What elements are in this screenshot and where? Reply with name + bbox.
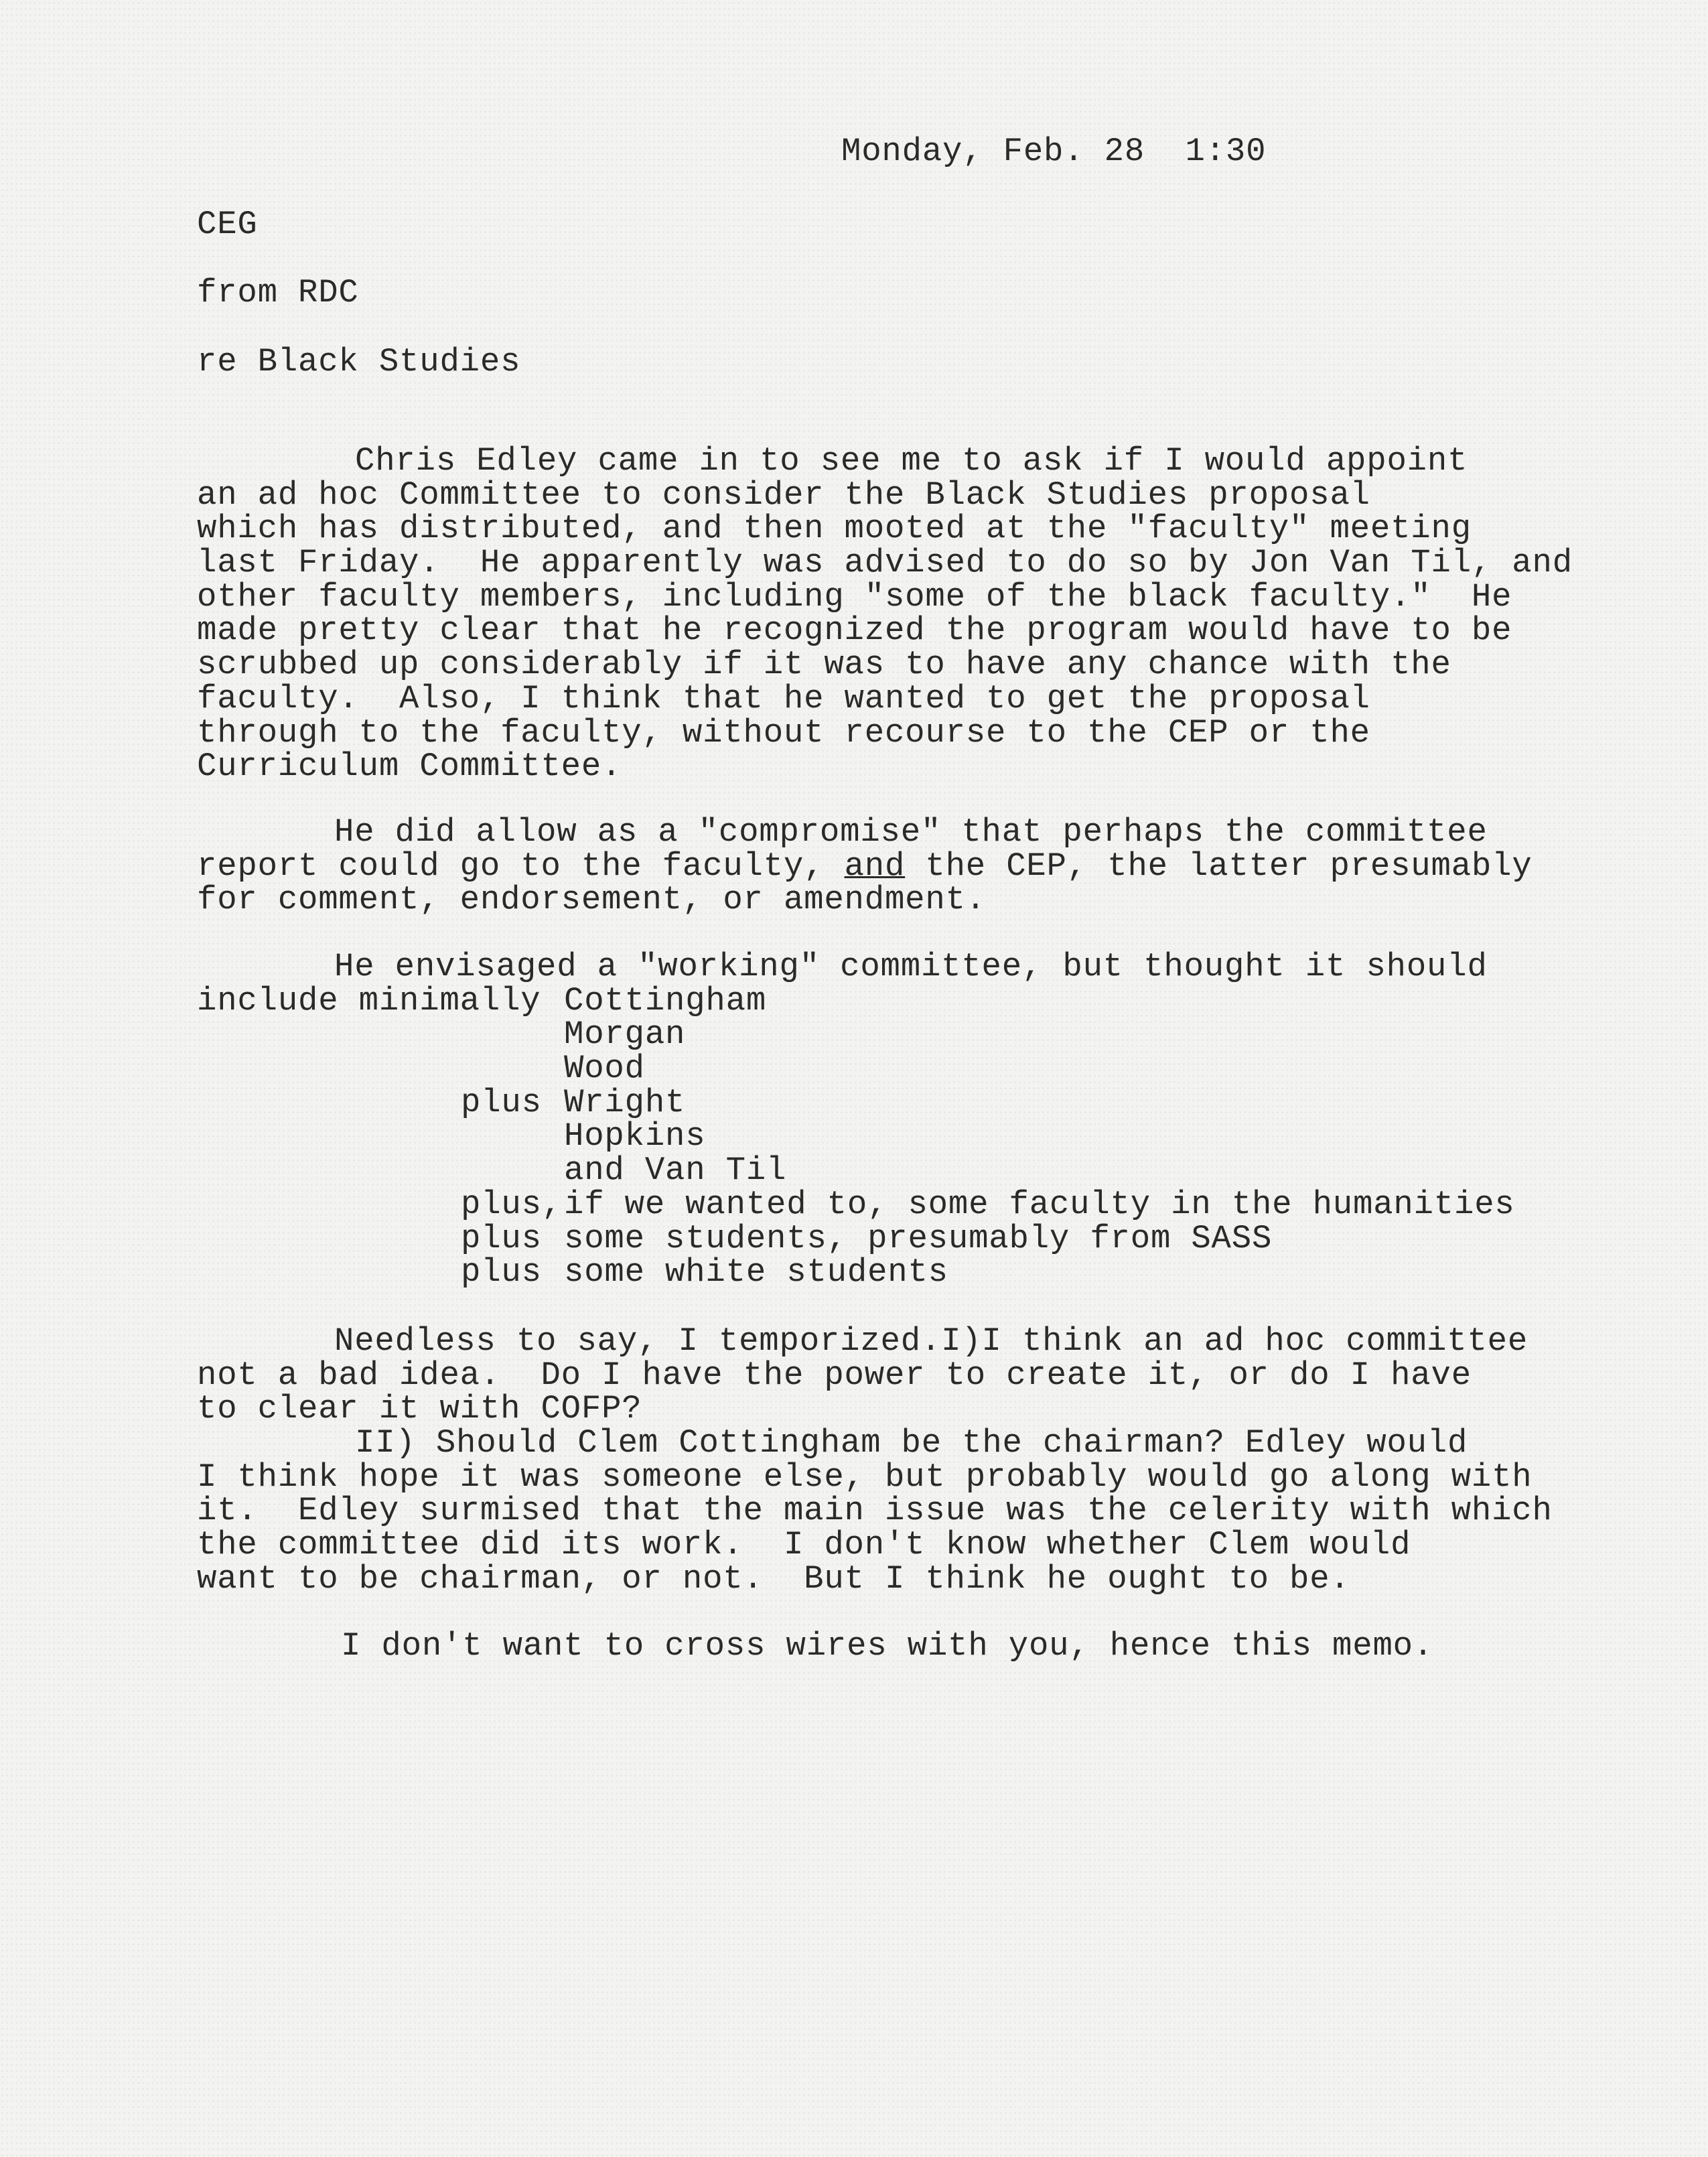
member-row (197, 1185, 1604, 1223)
member-name: and Van Til (564, 1152, 787, 1190)
member-prefix: plus, (461, 1185, 563, 1223)
text-line: last Friday. He apparently was advised to do so by Jon Van Til, and (197, 544, 1573, 582)
paragraph-compromise (197, 815, 1533, 917)
text-line: Chris Edley came in to see me to ask if I would appoint (355, 442, 1468, 480)
member-name: Wood (564, 1050, 645, 1088)
member-row (197, 1018, 1604, 1052)
memo-subject: re Black Studies (197, 343, 521, 380)
member-row (197, 1083, 1604, 1121)
member-row (197, 1052, 1604, 1086)
member-row (197, 1119, 1604, 1154)
member-row (197, 1255, 1604, 1290)
memo-date: Monday, Feb. 28 1:30 (841, 133, 1267, 170)
text-line: not a bad idea. Do I have the power to create it, or do I have (197, 1356, 1472, 1394)
text-segment: report could go to the faculty, (197, 847, 845, 885)
member-name: some students, presumably from SASS (564, 1219, 1273, 1257)
member-name: Hopkins (564, 1117, 706, 1156)
member-name: Cottingham (564, 981, 767, 1020)
member-name: Morgan (564, 1016, 686, 1054)
paragraph-response (197, 1324, 1553, 1596)
member-row (197, 1219, 1604, 1257)
memo-sender: from RDC (197, 274, 359, 311)
text-line: through to the faculty, without recourse to the CEP or the (197, 713, 1370, 752)
text-line: He envisaged a "working" committee, but thought it should (334, 948, 1488, 985)
member-prefix: plus (461, 1253, 542, 1292)
text-line: it. Edley surmised that the main issue was the celerity with which (197, 1492, 1553, 1530)
paragraph-committee-list (197, 950, 1604, 1290)
text-line: made pretty clear that he recognized the program would have to be (197, 612, 1512, 650)
text-line: scrubbed up considerably if it was to have any chance with the (197, 646, 1451, 684)
member-prefix: plus (461, 1219, 542, 1257)
list-label: include minimally (197, 981, 541, 1020)
text-line: to clear it with COFP? (197, 1390, 642, 1428)
underlined-word: and (844, 847, 906, 885)
member-row (197, 981, 1604, 1020)
text-line: He did allow as a "compromise" that perhaps the committee (334, 813, 1488, 851)
text-line: other faculty members, including "some of the black faculty." He (197, 577, 1512, 616)
paragraph-request (197, 444, 1573, 784)
text-line: I think hope it was someone else, but probably would go along with (197, 1458, 1533, 1496)
text-line: Needless to say, I temporized.I)I think an ad hoc committee (334, 1322, 1528, 1360)
memo-recipient: CEG (197, 206, 258, 243)
member-name: some white students (564, 1253, 948, 1292)
text-line: which has distributed, and then mooted at the "faculty" meeting (197, 510, 1472, 548)
closing-line: I don't want to cross wires with you, hence this memo. (341, 1627, 1434, 1665)
text-line: want to be chairman, or not. But I think he ought to be. (197, 1559, 1350, 1598)
text-line: II) Should Clem Cottingham be the chairman? Edley would (355, 1424, 1468, 1462)
member-list (197, 981, 1604, 1292)
text-line: for comment, endorsement, or amendment. (197, 881, 986, 919)
text-line: Curriculum Committee. (197, 748, 622, 786)
text-line: the committee did its work. I don't know whether Clem would (197, 1526, 1411, 1564)
text-line: faculty. Also, I think that he wanted to get the proposal (197, 679, 1370, 717)
text-segment: the CEP, the latter presumably (905, 847, 1533, 885)
member-name: if we wanted to, some faculty in the humanities (564, 1185, 1515, 1223)
text-line: an ad hoc Committee to consider the Black Studies proposal (197, 476, 1370, 514)
text-line (197, 849, 1533, 884)
member-row (197, 1154, 1604, 1188)
member-name: Wright (564, 1083, 686, 1121)
member-prefix: plus (461, 1083, 542, 1121)
